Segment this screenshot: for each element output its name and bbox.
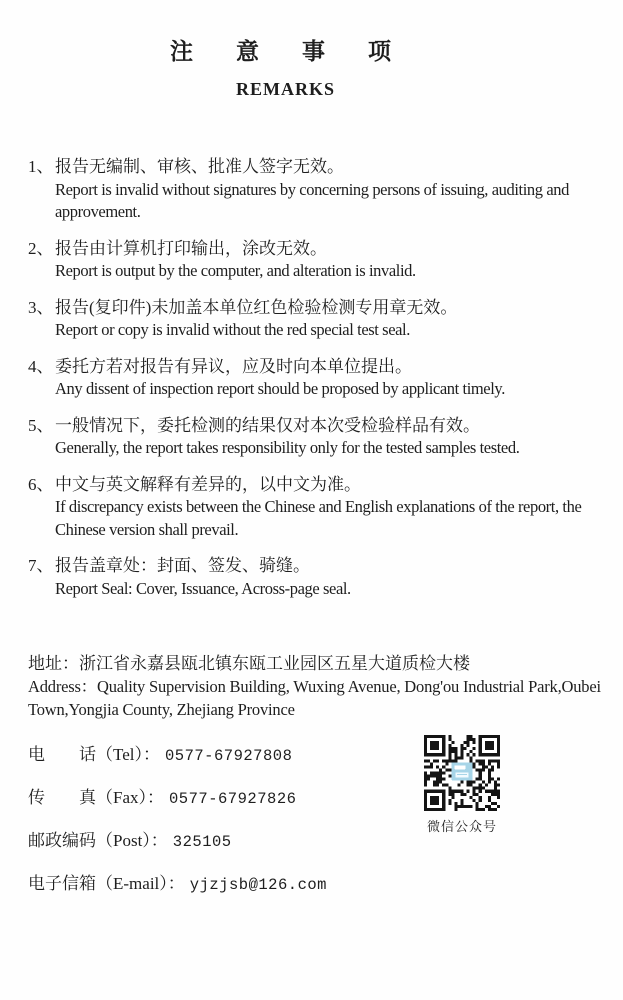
note-number: 4、 xyxy=(28,356,54,376)
contact-block xyxy=(28,740,603,894)
note-item-3 xyxy=(28,297,603,342)
note-body xyxy=(55,415,603,460)
note-item-1 xyxy=(28,156,603,224)
wechat-qr-label: 微信公众号 xyxy=(426,819,497,834)
post-value: 325105 xyxy=(172,833,232,851)
note-text-english: Report Seal: Cover, Issuance, Across-page seal. xyxy=(55,578,351,598)
email-value: yjzjsb@126.com xyxy=(189,876,327,894)
note-number: 5、 xyxy=(28,415,54,435)
fax-label: 传 真（Fax）： xyxy=(28,788,164,807)
note-text-chinese: 报告(复印件)未加盖本单位红色检验检测专用章无效。 xyxy=(55,297,458,317)
note-text-chinese: 一般情况下，委托检测的结果仅对本次受检验样品有效。 xyxy=(55,415,480,435)
contact-row-tel xyxy=(28,740,603,765)
note-text-chinese: 委托方若对报告有异议，应及时向本单位提出。 xyxy=(55,356,412,376)
note-item-5 xyxy=(28,415,603,460)
page-title-english: REMARKS xyxy=(235,79,335,99)
note-text-english: Report or copy is invalid without the red special test seal. xyxy=(55,320,410,339)
address-english: Address：Quality Supervision Building, Wuxing Avenue, Dong'ou Industrial Park,Oubei Town,Yongjia County, Zhejiang Province xyxy=(28,677,601,719)
tel-label: 电 话（Tel）： xyxy=(28,745,160,764)
note-body xyxy=(55,297,603,342)
note-body xyxy=(55,555,603,600)
note-body xyxy=(55,238,603,283)
wechat-qr-block xyxy=(424,735,500,835)
note-text-chinese: 报告无编制、审核、批准人签字无效。 xyxy=(55,157,344,176)
address-block xyxy=(28,652,603,721)
note-body xyxy=(55,474,603,542)
note-item-4 xyxy=(28,356,603,401)
note-body xyxy=(55,356,603,401)
note-text-chinese: 报告盖章处：封面、签发、骑缝。 xyxy=(55,556,310,575)
note-number: 2、 xyxy=(28,238,54,258)
page-heading xyxy=(28,38,543,100)
note-body xyxy=(55,156,603,224)
note-item-2 xyxy=(28,238,603,283)
note-number: 3、 xyxy=(28,297,54,317)
email-label: 电子信箱（E-mail）： xyxy=(28,874,185,893)
tel-value: 0577-67927808 xyxy=(164,747,293,765)
note-number: 1、 xyxy=(28,157,54,176)
note-number: 7、 xyxy=(28,556,54,575)
note-item-7 xyxy=(28,555,603,600)
wechat-qr-code-image xyxy=(424,735,500,811)
contact-row-email xyxy=(28,869,603,894)
note-text-chinese: 报告由计算机打印输出，涂改无效。 xyxy=(55,238,327,258)
contact-row-fax xyxy=(28,783,603,808)
fax-value: 0577-67927826 xyxy=(169,790,297,808)
post-label: 邮政编码（Post）： xyxy=(28,831,168,850)
note-text-chinese: 中文与英文解释有差异的，以中文为准。 xyxy=(55,474,361,494)
note-text-english: Generally, the report takes responsibility only for the tested samples tested. xyxy=(55,438,520,457)
page-title-chinese: 注 意 事 项 xyxy=(170,39,401,64)
note-text-english: Report is invalid without signatures by concerning persons of issuing, auditing and approvement. xyxy=(55,179,569,221)
address-chinese: 地址：浙江省永嘉县瓯北镇东瓯工业园区五星大道质检大楼 xyxy=(28,654,470,673)
note-text-english: If discrepancy exists between the Chinese and English explanations of the report, the Chinese version shall prevail. xyxy=(55,497,582,539)
contact-row-post xyxy=(28,826,603,851)
notes-list xyxy=(28,156,603,600)
note-text-english: Any dissent of inspection report should be proposed by applicant timely. xyxy=(55,379,505,398)
note-number: 6、 xyxy=(28,474,54,494)
note-text-english: Report is output by the computer, and alteration is invalid. xyxy=(55,261,416,280)
note-item-6 xyxy=(28,474,603,542)
